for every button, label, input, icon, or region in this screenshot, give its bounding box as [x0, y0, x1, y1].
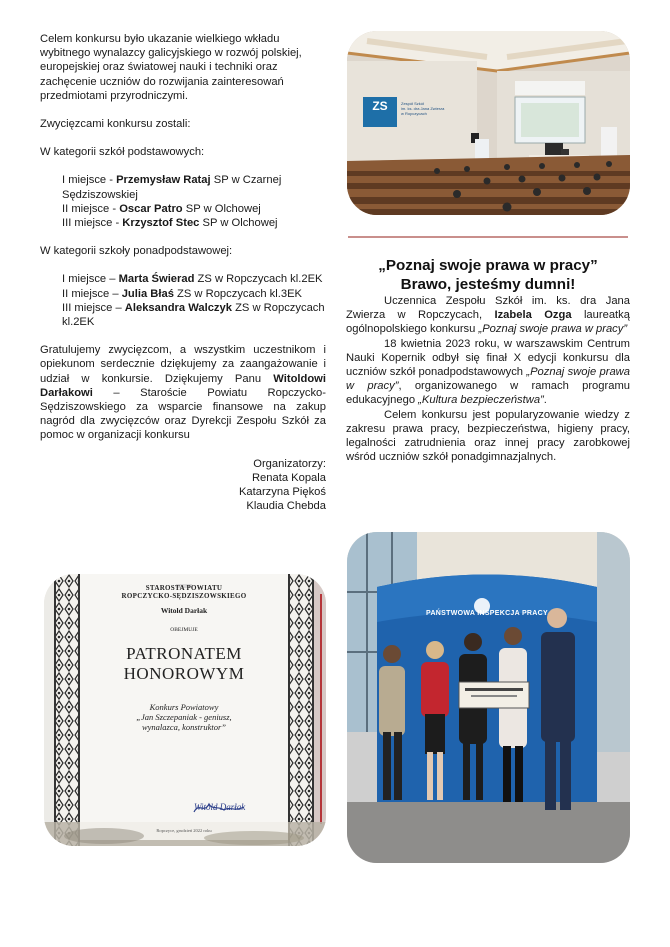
certificate-contest3: wynalazca, konstruktor” [141, 722, 227, 732]
list-item: II miejsce - Oscar Patro SP w Olchowej [62, 202, 261, 215]
list-item: II miejsce – Julia Błaś ZS w Ropczycach kl.3EK [62, 287, 302, 300]
organizer-name: Renata Kopala [251, 471, 326, 484]
list-item: III miejsce – Aleksandra Walczyk ZS w Ropczycach kl.2EK [62, 301, 325, 329]
group-image [347, 532, 630, 863]
organizers-block [40, 457, 326, 514]
secondary-winners-list [40, 272, 326, 329]
left-column [40, 32, 326, 513]
article-body [346, 294, 630, 464]
organizer-name: Katarzyna Piękoś [238, 486, 326, 499]
organizers-label: Organizatorzy: [253, 457, 326, 470]
certificate-contest2: „Jan Szczepaniak - geniusz, [136, 712, 232, 722]
article-paragraph: 18 kwietnia 2023 roku, w warszawskim Centrum Nauki Kopernik odbył się finał X edycji konkursu dla uczniów szkół ponadpodstawowych „Poznaj swoje prawa w pracy”, organizowanego w ramach programu edukacyjnego „Kultura bezpieczeństwa”. [346, 337, 630, 407]
list-item: I miejsce – Marta Świerad ZS w Ropczycach kl.2EK [62, 273, 323, 286]
organizer-name: Klaudia Chebda [246, 500, 326, 513]
certificate-person: Witold Darłak [160, 606, 208, 615]
certificate-obejmuje: OBEJMUJE [170, 627, 198, 633]
certificate-contest1: Konkurs Powiatowy [149, 702, 219, 712]
article-paragraph: Celem konkursu jest popularyzowanie wiedzy z zakresu prawa pracy, bezpieczeństwa, higieny pracy, legalności zatrudnienia oraz innej pracy zarobkowej wśród uczniów szkół ponadgimnazjalnych. [346, 408, 630, 464]
group-photo [347, 532, 630, 863]
certificate-line2: ROPCZYCKO-SĘDZISZOWSKIEGO [121, 592, 247, 600]
list-item: III miejsce - Krzysztof Stec SP w Olchowej [62, 217, 278, 230]
article-paragraph: Uczennica Zespołu Szkół im. ks. dra Jana Zwierza w Ropczycach, Izabela Ozga laureatką ogólnopolskiego konkursu „Poznaj swoje prawa w pracy” [346, 295, 630, 336]
certificate-big1: PATRONATEM [126, 644, 242, 663]
article-subtitle: Brawo, jesteśmy dumni! [400, 275, 576, 293]
certificate-text [80, 582, 288, 732]
intro-paragraph: Celem konkursu było ukazanie wielkiego wkładu wybitnego wynalazcy galicyjskiego w rozwój polskiej, europejskiej oraz światowej nauki i techniki oraz zachęcenie uczniów do rozwijania zainteresowań przedmiotami przyrodniczymi. [40, 33, 302, 102]
certificate-signature: Witold Darłak [194, 802, 246, 812]
hall-image [347, 31, 630, 215]
certificate-date: Ropczyce, grudzień 2022 roku [156, 828, 212, 833]
article-headline [346, 257, 630, 294]
article-title: „Poznaj swoje prawa w pracy” [378, 257, 598, 274]
primary-winners-list [40, 173, 326, 230]
certificate-line1: STAROSTA POWIATU [145, 584, 223, 592]
secondary-category-heading: W kategorii szkoły ponadpodstawowej: [40, 245, 233, 258]
section-divider [348, 236, 628, 238]
list-item: I miejsce - Przemysław Rataj SP w Czarnej Sędziszowskiej [62, 174, 282, 201]
hall-photo [347, 31, 630, 215]
thanks-paragraph: Gratulujemy zwycięzcom, a wszystkim uczestnikom i opiekunom serdecznie dziękujemy za zaangażowanie i udział w konkursie. Dziękujemy Panu Witoldowi Darłakowi – Staroście Powiatu Ropczycko-Sędziszowskiego za wsparcie finansowe na zakup nagród dla zwycięzców oraz Dyrekcji Zespołu Szkół za pomoc w organizacji konkursu [40, 344, 326, 442]
primary-category-heading: W kategorii szkół podstawowych: [40, 146, 205, 159]
certificate-photo [44, 574, 326, 846]
certificate-big2: HONOROWYM [123, 664, 245, 683]
winners-heading: Zwycięzcami konkursu zostali: [40, 118, 191, 131]
school-sign: Zespół Szkół im. ks. dra Jana Zwierza w Ropczycach [401, 101, 445, 116]
banner-text: PAŃSTWOWA INSPEKCJA PRACY [426, 610, 548, 617]
school-logo: ZS [372, 99, 388, 113]
